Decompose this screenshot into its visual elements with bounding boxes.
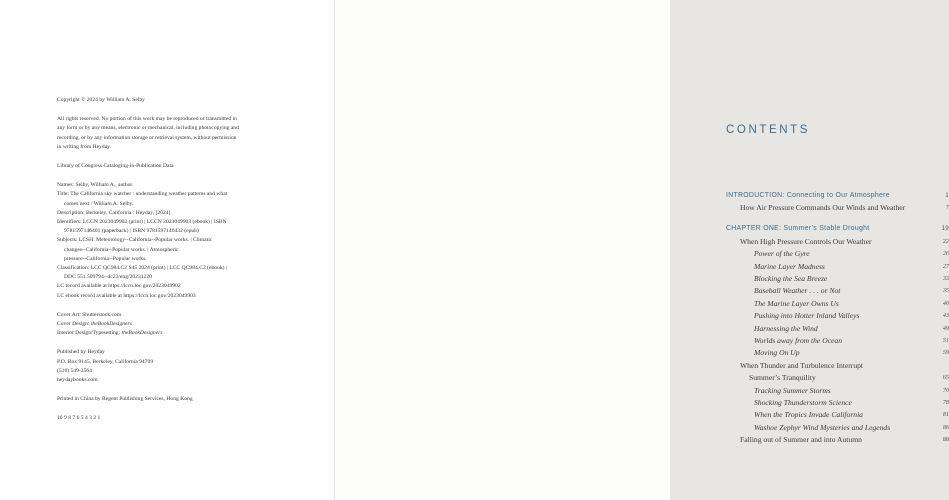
rights-line: any form or by any means, electronic or mechanical, including photocopying and — [57, 125, 239, 132]
toc-entry[interactable] — [726, 372, 949, 384]
toc-entry[interactable] — [726, 323, 949, 335]
toc-entry-title: Power of the Gyre — [754, 249, 810, 259]
cip-line: Title: The California sky watcher : understanding weather patterns and what — [57, 191, 228, 198]
toc-entry[interactable] — [726, 335, 949, 347]
toc-page-number: 59 — [942, 349, 949, 357]
print-line: 10 9 8 7 6 5 4 3 2 1 — [57, 415, 101, 422]
toc-entry-title: Pushing into Hotter Inland Valleys — [754, 311, 860, 321]
toc-entry-title: Harnessing the Wind — [754, 323, 818, 333]
cip-line: 9781597146401 (paperback) | ISBN 9781597146432 (epub) — [64, 228, 199, 235]
cip-line: comes next / William A. Selby. — [64, 200, 134, 207]
toc-page-number: 19 — [941, 225, 949, 233]
toc-entry-title: Falling out of Summer and into Autumn — [740, 435, 862, 445]
contents-title: CONTENTS — [726, 124, 811, 136]
toc-page-number: 43 — [942, 312, 949, 320]
copyright-page — [0, 0, 335, 500]
toc-section-heading[interactable] — [726, 190, 949, 202]
toc-page-number: 88 — [942, 436, 949, 444]
cip-line: LC ebook record available at https://lccn.loc.gov/2023049903 — [57, 292, 196, 299]
toc-entry-title: Worlds away from the Ocean — [754, 335, 843, 345]
rights-statement — [57, 115, 292, 152]
rights-line: recording, or by any information storage or retrieval system, without permission — [57, 134, 237, 141]
toc-entry[interactable] — [726, 360, 949, 372]
cover-design-credit: Cover Design: theBookDesigners — [57, 321, 132, 328]
publisher-line: heydaybooks.com — [57, 377, 98, 384]
toc-entry-title: INTRODUCTION: Connecting to Our Atmosphere — [726, 192, 890, 199]
toc-entry-title: How Air Pressure Commands Our Winds and Weather — [740, 203, 906, 213]
cip-line: Identifiers: LCCN 2023049902 (print) | LCCN 2023049903 (ebook) | ISBN — [57, 219, 227, 226]
toc-page-number: 40 — [942, 299, 949, 307]
toc-page-number: 51 — [942, 336, 949, 344]
toc-entry[interactable] — [726, 273, 949, 285]
publisher-info — [57, 348, 292, 385]
toc-entry[interactable] — [726, 261, 949, 273]
cip-line: Classification: LCC QC984.C2 S45 2024 (print) | LCC QC984.C2 (ebook) | — [57, 265, 228, 272]
toc-entry[interactable] — [726, 397, 949, 409]
toc-entry[interactable] — [726, 422, 949, 434]
toc-page-number: 27 — [942, 262, 949, 270]
toc-page-number: 81 — [942, 411, 949, 419]
cip-line: Subjects: LCSH: Meteorology--California--Popular works. | Climatic — [57, 237, 213, 244]
cip-line: DDC 551.509794--dc23/eng/20231220 — [64, 274, 152, 281]
toc-page-number: 26 — [942, 250, 949, 258]
rights-line: in writing from Heyday. — [57, 143, 112, 150]
toc-entry-title: Moving On Up — [754, 348, 800, 358]
toc-entry[interactable] — [726, 202, 949, 214]
toc-entry[interactable] — [726, 285, 949, 297]
publisher-line: (510) 549-3564 — [57, 367, 92, 374]
toc-entry-title: When High Pressure Controls Our Weather — [740, 236, 872, 246]
cip-line: pressure--California--Popular works. — [64, 255, 147, 262]
cip-line: Names: Selby, William A., author. — [57, 182, 134, 189]
toc-spacer — [726, 215, 949, 224]
copyright-line: Copyright © 2024 by William A. Selby — [57, 97, 145, 103]
toc-page-number: 1 — [945, 192, 949, 199]
contents-page — [335, 0, 949, 500]
toc-entry[interactable] — [726, 310, 949, 322]
cip-line: changes--California--Popular works. | Atmospheric — [64, 246, 179, 253]
toc-page-number: 22 — [942, 237, 949, 245]
toc-entry[interactable] — [726, 236, 949, 248]
toc-page-number: 65 — [942, 374, 949, 382]
publisher-line: P.O. Box 9145, Berkeley, California 94709 — [57, 358, 154, 365]
toc-entry-title: CHAPTER ONE: Summer’s Stable Drought — [726, 225, 870, 233]
toc-entry[interactable] — [726, 385, 949, 397]
interior-design-credit: Interior Design/Typesetting: theBookDesigners — [57, 330, 163, 337]
rights-line: All rights reserved. No portion of this work may be reproduced or transmitted in — [57, 116, 237, 123]
toc-page-number: 49 — [942, 324, 949, 332]
toc-page-number: 78 — [942, 399, 949, 406]
toc-entry-title: Marine Layer Madness — [754, 261, 825, 271]
toc-page-number: 86 — [942, 423, 949, 431]
toc-page-number: 70 — [942, 386, 949, 394]
toc-page-number: 35 — [942, 287, 949, 295]
toc-entry-title: The Marine Layer Owns Us — [754, 298, 839, 308]
toc-section-heading[interactable] — [726, 223, 949, 235]
toc-entry[interactable] — [726, 298, 949, 310]
cip-line: Description: Berkeley, California : Heyday, [2024] — [57, 209, 171, 216]
toc-entry-title: When Thunder and Turbulence Interrupt — [740, 360, 864, 370]
toc-entry-title: Blocking the Sea Breeze — [754, 273, 828, 283]
publisher-line: Published by Heyday — [57, 349, 105, 356]
printed-in: Printed in China by Regent Publishing Services, Hong Kong — [57, 396, 193, 403]
cover-art-credit: Cover Art: Shutterstock.com — [57, 311, 122, 318]
cip-data — [57, 181, 292, 301]
toc-entry[interactable] — [726, 347, 949, 359]
toc-entry[interactable] — [726, 434, 949, 446]
toc-entry[interactable] — [726, 248, 949, 260]
toc-entry-title: When the Tropics Invade California — [754, 410, 863, 420]
toc-page-number: 7 — [945, 204, 949, 212]
lc-heading: Library of Congress Cataloging-in-Publication Data — [57, 163, 174, 170]
toc-entry-title: Tracking Summer Storms — [754, 385, 831, 395]
copyright-block — [57, 96, 292, 424]
toc-entry-title: Shocking Thunderstorm Science — [754, 398, 852, 407]
cip-line: LC record available at https://lccn.loc.gov/2023049902 — [57, 283, 181, 290]
toc-entry-title: Washoe Zephyr Wind Mysteries and Legends — [754, 422, 891, 432]
toc-page-number: 33 — [942, 274, 949, 282]
table-of-contents — [726, 190, 949, 447]
toc-entry-title: Summer’s Tranquility — [749, 373, 816, 383]
toc-entry[interactable] — [726, 409, 949, 421]
toc-entry-title: Baseball Weather . . . or Not — [754, 286, 841, 296]
